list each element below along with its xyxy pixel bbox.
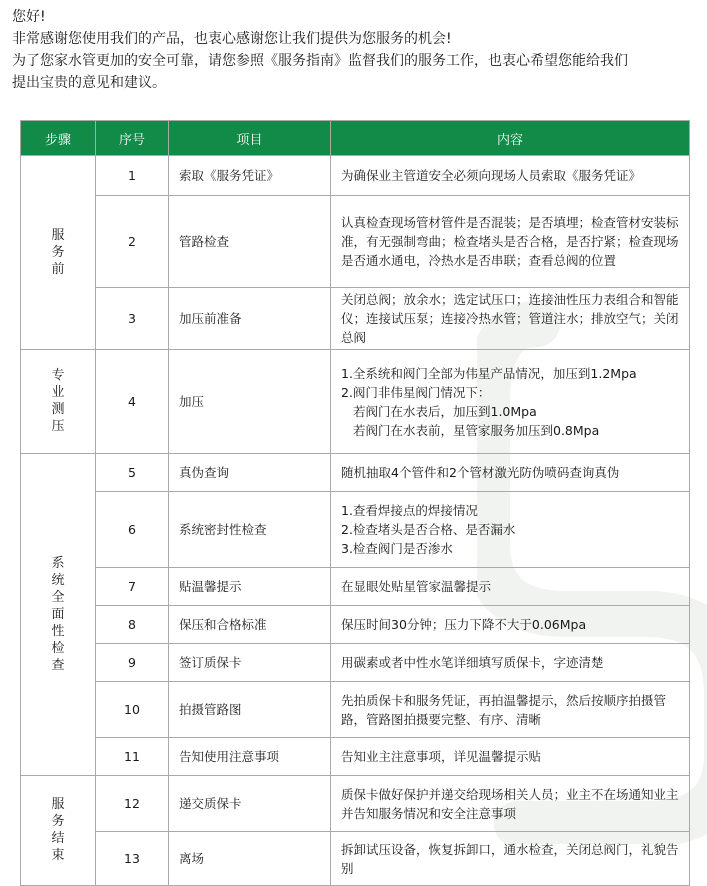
- row-item: 索取《服务凭证》: [169, 156, 331, 196]
- row-num: 3: [96, 288, 169, 350]
- content-line: 2.检查堵头是否合格、是否漏水: [341, 522, 516, 537]
- row-num: 10: [96, 682, 169, 738]
- row-content: 认真检查现场管材管件是否混装；是否填埋；检查管材安装标准，有无强制弯曲；检查堵头是否合格，是否拧紧；检查现场是否通水通电，冷热水是否串联；查看总阀的位置: [331, 196, 690, 288]
- table-row: [21, 350, 690, 454]
- row-content: 拆卸试压设备，恢复拆卸口，通水检查，关闭总阀门，礼貌告别: [331, 832, 690, 886]
- row-num: 11: [96, 738, 169, 776]
- table-row: [21, 738, 690, 776]
- row-item: 加压: [169, 350, 331, 454]
- row-item: 系统密封性检查: [169, 492, 331, 568]
- row-num: 8: [96, 606, 169, 644]
- stage-inspect: 系统全面性检查: [21, 454, 96, 776]
- content-line: 3.检查阀门是否渗水: [341, 541, 453, 556]
- header-content: 内容: [331, 121, 690, 156]
- row-content: 在显眼处贴星管家温馨提示: [331, 568, 690, 606]
- row-content: 随机抽取4个管件和2个管材激光防伪喷码查询真伪: [331, 454, 690, 492]
- content-line: 若阀门在水表后，加压到1.0Mpa: [353, 403, 537, 419]
- row-item: 保压和合格标准: [169, 606, 331, 644]
- row-num: 13: [96, 832, 169, 886]
- intro-text: [12, 6, 702, 94]
- row-content: 关闭总阀；放余水；选定试压口；连接油性压力表组合和智能仪；连接试压泵；连接冷热水管；管道注水；排放空气；关闭总阀: [331, 288, 690, 350]
- table-row: [21, 776, 690, 832]
- greeting: 您好!: [12, 9, 46, 25]
- row-content: [331, 350, 690, 454]
- table-row: [21, 682, 690, 738]
- row-num: 2: [96, 196, 169, 288]
- row-num: 9: [96, 644, 169, 682]
- table-row: [21, 606, 690, 644]
- header-num: 序号: [96, 121, 169, 156]
- row-content: 用碳素或者中性水笔详细填写质保卡，字迹清楚: [331, 644, 690, 682]
- header-stage: 步骤: [21, 121, 96, 156]
- table-row: [21, 196, 690, 288]
- row-item: 拍摄管路图: [169, 682, 331, 738]
- content-line: 1.全系统和阀门全部为伟星产品情况，加压到1.2Mpa: [341, 365, 637, 381]
- row-num: 4: [96, 350, 169, 454]
- row-num: 1: [96, 156, 169, 196]
- row-num: 7: [96, 568, 169, 606]
- row-content: 告知业主注意事项，详见温馨提示贴: [331, 738, 690, 776]
- intro-line-3: 提出宝贵的意见和建议。: [12, 75, 166, 91]
- table-row: [21, 492, 690, 568]
- row-num: 5: [96, 454, 169, 492]
- row-item: 签订质保卡: [169, 644, 331, 682]
- row-num: 6: [96, 492, 169, 568]
- row-num: 12: [96, 776, 169, 832]
- row-item: 递交质保卡: [169, 776, 331, 832]
- table-row: [21, 156, 690, 196]
- stage-before: 服务前: [21, 156, 96, 350]
- table-row: [21, 454, 690, 492]
- table-row: [21, 644, 690, 682]
- content-line: 1.查看焊接点的焊接情况: [341, 503, 478, 518]
- intro-line-1: 非常感谢您使用我们的产品，也衷心感谢您让我们提供为您服务的机会!: [12, 31, 452, 47]
- service-table: [20, 120, 690, 886]
- intro-line-2: 为了您家水管更加的安全可靠，请您参照《服务指南》监督我们的服务工作，也衷心希望您能给我们: [12, 53, 628, 69]
- content-line: 2.阀门非伟星阀门情况下：: [341, 384, 491, 400]
- row-content: 为确保业主管道安全必须向现场人员索取《服务凭证》: [331, 156, 690, 196]
- row-item: 加压前准备: [169, 288, 331, 350]
- row-content: 先拍质保卡和服务凭证，再拍温馨提示，然后按顺序拍摄管路，管路图拍摄要完整、有序、清晰: [331, 682, 690, 738]
- row-item: 真伪查询: [169, 454, 331, 492]
- table-row: [21, 568, 690, 606]
- row-content: 质保卡做好保护并递交给现场相关人员；业主不在场通知业主并告知服务情况和安全注意事项: [331, 776, 690, 832]
- row-item: 离场: [169, 832, 331, 886]
- header-item: 项目: [169, 121, 331, 156]
- row-content: [331, 492, 690, 568]
- table-row: [21, 832, 690, 886]
- row-content: 保压时间30分钟；压力下降不大于0.06Mpa: [331, 606, 690, 644]
- row-item: 告知使用注意事项: [169, 738, 331, 776]
- content-line: 若阀门在水表前，星管家服务加压到0.8Mpa: [353, 422, 600, 438]
- table-row: [21, 288, 690, 350]
- row-item: 管路检查: [169, 196, 331, 288]
- stage-pressure: 专业测压: [21, 350, 96, 454]
- table-header-row: [21, 121, 690, 156]
- stage-end: 服务结束: [21, 776, 96, 886]
- row-item: 贴温馨提示: [169, 568, 331, 606]
